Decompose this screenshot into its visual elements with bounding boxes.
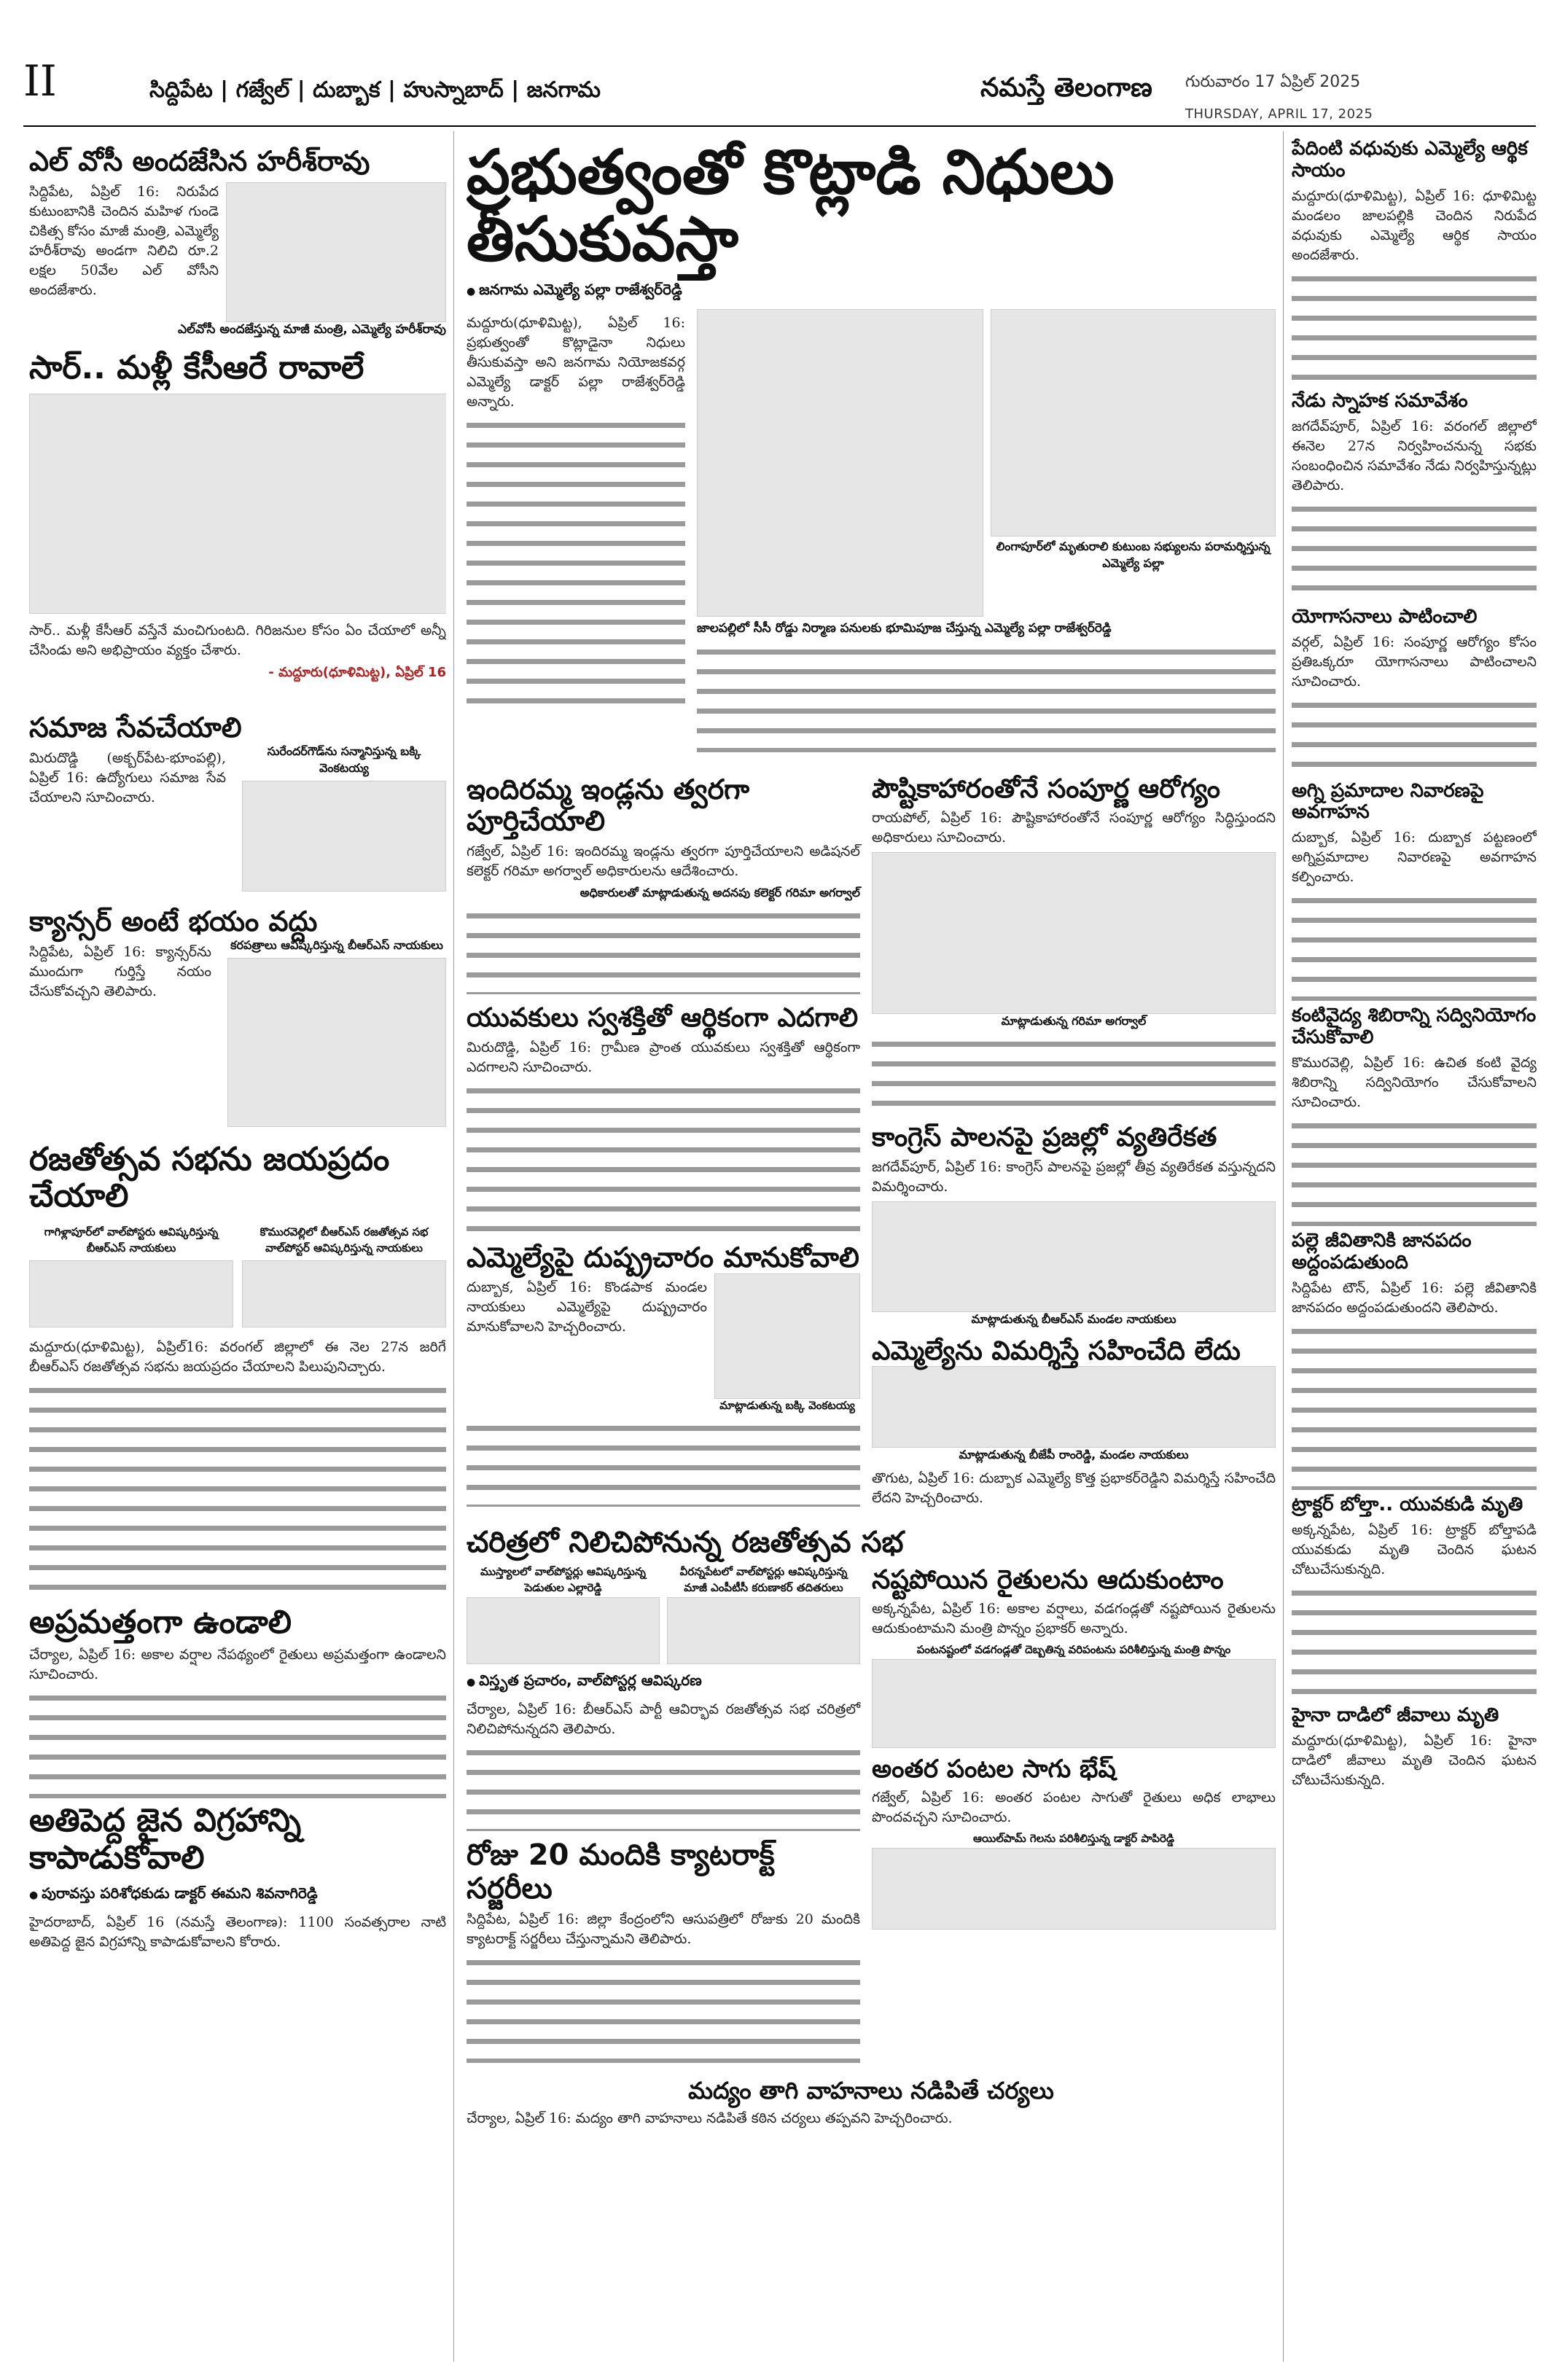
headline-historic-meeting: చరిత్రలో నిలిచిపోనున్న రజతోత్సవ సభ bbox=[467, 1525, 904, 1559]
headline-mla-propaganda: ఎమ్మెల్యేపై దుష్ప్రచారం మానుకోవాలి bbox=[467, 1241, 859, 1273]
article-text: గజ్వేల్, ఏప్రిల్ 16: ఇందిరమ్మ ఇండ్లను త్వరగా పూర్తిచేయాలని అడిషనల్ కలెక్టర్ గరిమా అగర్వాల్ అధికారులను ఆదేశించారు. bbox=[467, 843, 860, 880]
photo-caption: గాగిళ్లాపూర్‌లో వాల్‌పోస్టరు ఆవిష్కరిస్తున్న బీఆర్ఎస్ నాయకులు bbox=[44, 1225, 219, 1255]
article-text-body bbox=[1292, 1584, 1537, 1701]
headline-nutrition: పౌష్టికాహారంతోనే సంపూర్ణ ఆరోగ్యం bbox=[872, 773, 1220, 804]
article-text-body bbox=[29, 1381, 446, 1600]
article-text: జగదేవ్‌పూర్, ఏప్రిల్ 16: వరంగల్ జిల్లాలో ఈనెల 27న నిర్వహించనున్న సభకు సంబంధించిన సమావేశం నేడు నిర్వహిస్తున్నట్లు తెలిపారు. bbox=[1292, 418, 1537, 493]
photo-wallposter-1 bbox=[29, 1260, 233, 1327]
byline: ● పురావస్తు పరిశోధకుడు డాక్టర్ ఈమని శివనాగిరెడ్డి bbox=[29, 1884, 446, 1905]
article-text-body bbox=[872, 1035, 1276, 1115]
left-column bbox=[29, 146, 446, 2362]
lead-headline: ప్రభుత్వంతో కొట్లాడి నిధులు తీసుకువస్తా bbox=[467, 138, 1115, 276]
article-text-body bbox=[1292, 1322, 1537, 1490]
photo-venkataiah bbox=[714, 1273, 860, 1399]
photo-oilpalm bbox=[872, 1848, 1276, 1930]
lead-byline: ● జనగామ ఎమ్మెల్యే పల్లా రాజేశ్వర్‌రెడ్డి bbox=[467, 281, 1276, 302]
article-text: సిద్దిపేట, ఏప్రిల్ 16: నిరుపేద కుటుంబానికి చెందిన మహిళ గుండె చికిత్స కోసం మాజీ మంత్రి, ఎమ్మెల్యే హరీశ్‌రావు అండగా నిలిచి రూ.2 లక్షల 50వేల ఎల్ వోసీని అందజేశారు. bbox=[29, 183, 219, 298]
photo-caption: లింగాపూర్‌లో మృతురాలి కుటుంబ సభ్యులను పరామర్శిస్తున్న ఎమ్మెల్యే పల్లా bbox=[996, 539, 1271, 570]
photo-caption: కరపత్రాలు ఆవిష్కరిస్తున్న బీఆర్ఎస్ నాయకులు bbox=[230, 937, 443, 952]
article-text: సార్.. మళ్లీ కేసీఆర్ వస్తేనే మంచిగుంటది. గిరిజనుల కోసం ఏం చేయాలో అన్నీ చేసిండు అని అభిప్రాయం వ్యక్తం చేశారు. bbox=[29, 623, 446, 659]
photo-pamphlet bbox=[227, 958, 446, 1127]
article-text: చేర్యాల, ఏప్రిల్ 16: మద్యం తాగి వాహనాలు నడిపితే కఠిన చర్యలు తప్పవని హెచ్చరించారు. bbox=[467, 2110, 953, 2126]
article-text-body bbox=[467, 1744, 860, 1831]
headline-folk: పల్లె జీవితానికి జానపదం అద్దంపడుతుంది bbox=[1292, 1230, 1472, 1274]
article-text: అక్కన్నపేట, ఏప్రిల్ 16: ట్రాక్టర్ బోల్తాపడి యువకుడు మృతి చెందిన ఘటన చోటుచేసుకున్నది. bbox=[1292, 1521, 1537, 1577]
date-english: THURSDAY, APRIL 17, 2025 bbox=[1185, 106, 1373, 122]
district-header: సిద్దిపేట | గజ్వేల్ | దుబ్బాక | హుస్నాబాద్ | జనగామ bbox=[149, 77, 601, 103]
article-text-body bbox=[1292, 1117, 1537, 1226]
headline-tractor: ట్రాక్టర్ బోల్తా.. యువకుడి మృతి bbox=[1292, 1493, 1523, 1515]
photo-harishrao bbox=[226, 182, 446, 322]
headline-hyena: హైనా దాడిలో జీవాలు మృతి bbox=[1292, 1704, 1499, 1726]
article-text: గజ్వేల్, ఏప్రిల్ 16: అంతర పంటల సాగుతో రైతులు అధిక లాభాలు పొందవచ్చని సూచించారు. bbox=[872, 1790, 1276, 1826]
lead-text-body bbox=[697, 643, 1276, 752]
photo-caption: మాట్లాడుతున్న బక్కి వెంకటయ్య bbox=[719, 1399, 855, 1413]
article-text-body bbox=[1292, 500, 1537, 602]
article-text: మిరుదొడ్డి, ఏప్రిల్ 16: గ్రామీణ ప్రాంత యువకులు స్వశక్తితో ఆర్థికంగా ఎదగాలని సూచించారు. bbox=[467, 1039, 860, 1075]
photo-caption: మాట్లాడుతున్న బీజేపీ రాంరెడ్డి, మండల నాయకులు bbox=[959, 1447, 1189, 1462]
article-source: - మద్దూరు(ధూళిమిట్ట), ఏప్రిల్ 16 bbox=[268, 665, 446, 681]
article-text-body bbox=[1292, 891, 1537, 1001]
photo-brs-leaders bbox=[872, 1201, 1276, 1312]
article-text: తొగుట, ఏప్రిల్ 16: దుబ్బాక ఎమ్మెల్యే కొత్త ప్రభాకర్‌రెడ్డిని విమర్శిస్తే సహించేది లేదని హెచ్చరించారు. bbox=[872, 1470, 1276, 1506]
photo-caption: ఎల్‌వోసీ అందజేస్తున్న మాజీ మంత్రి, ఎమ్మెల్యే హరీశ్‌రావు bbox=[177, 321, 446, 337]
photo-caption: ముస్త్యాలలో వాల్‌పోస్టర్లు ఆవిష్కరిస్తున్న పెడుతుల ఎల్లారెడ్డి bbox=[480, 1564, 646, 1594]
article-text: సిద్దిపేట, ఏప్రిల్ 16: క్యాన్సర్‌ను ముందుగా గుర్తిస్తే నయం చేసుకోవచ్చని తెలిపారు. bbox=[29, 943, 211, 999]
article-text-body bbox=[467, 1082, 860, 1235]
photo-villagers bbox=[29, 394, 446, 614]
article-text: దుబ్బాక, ఏప్రిల్ 16: దుబ్బాక పట్టణంలో అగ్నిప్రమాదాల నివారణపై అవగాహన కల్పించారు. bbox=[1292, 830, 1537, 886]
photo-caption: అధికారులతో మాట్లాడుతున్న అదనపు కలెక్టర్ గరిమా అగర్వాల్ bbox=[580, 886, 860, 900]
photo-caption: కొమురవెల్లిలో బీఆర్ఎస్ రజతోత్సవ సభ వాల్‌పోస్టర్ ఆవిష్కరిస్తున్న నాయకులు bbox=[260, 1225, 429, 1255]
article-text: మద్దూరు(ధూళిమిట్ట), ఏప్రిల్ 16: ధూళిమిట్ట మండలం జాలపల్లికి చెందిన నిరుపేద వధువుకు ఎమ్మెల్యే ఆర్థిక సాయం అందజేశారు. bbox=[1292, 187, 1537, 263]
headline-farmers: నష్టపోయిన రైతులను ఆదుకుంటాం bbox=[872, 1564, 1224, 1595]
article-text: మద్దూరు(ధూళిమిట్ట), ఏప్రిల్ 16: హైనా దాడిలో జీవాలు మృతి చెందిన ఘటన చోటుచేసుకున్నది. bbox=[1292, 1732, 1537, 1788]
article-text: రాయపోల్, ఏప్రిల్ 16: పౌష్టికాహారంతోనే సంపూర్ణ ఆరోగ్యం సిద్ధిస్తుందని అధికారులు సూచించారు. bbox=[872, 810, 1276, 846]
headline-eye-camp: కంటివైద్య శిబిరాన్ని సద్వినియోగం చేసుకోవాలి bbox=[1292, 1004, 1537, 1049]
article-text: సిద్దిపేట టౌన్, ఏప్రిల్ 16: పల్లె జీవితానికి జానపదం అద్దంపడుతుందని తెలిపారు. bbox=[1292, 1279, 1537, 1316]
article-text-body bbox=[467, 907, 860, 994]
headline-indiramma: ఇందిరమ్మ ఇండ్లను త్వరగా పూర్తిచేయాలి bbox=[467, 773, 750, 838]
photo-crop-damage bbox=[872, 1659, 1276, 1748]
headline-cancer: క్యాన్సర్ అంటే భయం వద్దు bbox=[29, 905, 318, 937]
headline-meeting-today: నేడు స్నాహక సమావేశం bbox=[1292, 389, 1468, 412]
headline-bride-aid: పేదింటి వధువుకు ఎమ్మెల్యే ఆర్థిక సాయం bbox=[1292, 138, 1528, 182]
article-text: చేర్యాల, ఏప్రిల్ 16: అకాల వర్షాల నేపథ్యంలో రైతులు అప్రమత్తంగా ఉండాలని సూచించారు. bbox=[29, 1647, 446, 1683]
headline-rajathotsavam: రజతోత్సవ సభను జయప్రదం చేయాలి bbox=[29, 1140, 390, 1215]
right-column bbox=[1292, 138, 1537, 2362]
headline-congress-rule: కాంగ్రెస్ పాలనపై ప్రజల్లో వ్యతిరేకత bbox=[872, 1123, 1217, 1153]
headline-social-service: సమాజ సేవచేయాలి bbox=[29, 711, 242, 744]
newspaper-name: నమస్తే తెలంగాణ bbox=[980, 73, 1152, 103]
lead-text-body bbox=[467, 416, 685, 708]
photo-caption: జాలపల్లిలో సీసీ రోడ్డు నిర్మాణ పనులకు భూమిపూజ చేస్తున్న ఎమ్మెల్యే పల్లా రాజేశ్వర్‌రెడ్డి bbox=[697, 620, 1112, 636]
photo-felicitation bbox=[242, 781, 446, 891]
photo-caption: సురేందర్‌గౌడ్‌ను సన్మానిస్తున్న బక్కి వెంకటయ్య bbox=[267, 744, 421, 775]
photo-caption: వీరన్నపేటలో వాల్‌పోస్టర్లు ఆవిష్కరిస్తున్న మాజీ ఎంపీటీసీ కరుణాకర్ తదితరులు bbox=[679, 1564, 848, 1594]
headline-youth: యువకులు స్వశక్తితో ఆర్థికంగా ఎదగాలి bbox=[467, 1003, 859, 1034]
headline-drunk-driving: మద్యం తాగి వాహనాలు నడిపితే చర్యలు bbox=[688, 2076, 1054, 2104]
photo-anganwadi bbox=[872, 852, 1276, 1014]
byline: ● విస్తృత ప్రచారం, వాల్‌పోస్టర్ల ఆవిష్కరణ bbox=[467, 1671, 860, 1693]
photo-caption: మాట్లాడుతున్న గరిమా అగర్వాల్ bbox=[1001, 1014, 1147, 1029]
headline-alert: అప్రమత్తంగా ఉండాలి bbox=[29, 1603, 292, 1641]
headline-yoga: యోగాసనాలు పాటించాలి bbox=[1292, 605, 1478, 628]
headline-intercrop: అంతర పంటల సాగు భేష్ bbox=[872, 1755, 1116, 1784]
photo-veerannapet bbox=[667, 1597, 860, 1664]
article-text: జగదేవ్‌పూర్, ఏప్రిల్ 16: కాంగ్రెస్ పాలనపై ప్రజల్లో తీవ్ర వ్యతిరేకత వస్తున్నదని విమర్శించారు. bbox=[872, 1158, 1276, 1195]
article-text-body bbox=[467, 1954, 860, 2063]
article-text: దుబ్బాక, ఏప్రిల్ 16: కొండపాక మండల నాయకులు ఎమ్మెల్యేపై దుష్ప్రచారం మానుకోవాలని హెచ్చరించారు. bbox=[467, 1279, 707, 1335]
headline-kcr: సార్.. మళ్లీ కేసీఆరే రావాలే bbox=[29, 348, 364, 386]
photo-caption: ఆయిల్‌పామ్ గెలను పరిశీలిస్తున్న డాక్టర్ పాపిరెడ్డి bbox=[973, 1832, 1174, 1846]
masthead-rule bbox=[23, 125, 1536, 127]
photo-caption: మాట్లాడుతున్న బీఆర్ఎస్ మండల నాయకులు bbox=[971, 1311, 1176, 1326]
article-text: వర్గల్, ఏప్రిల్ 16: సంపూర్ణ ఆరోగ్యం కోసం ప్రతిఒక్కరూ యోగాసనాలు పాటించాలని సూచించారు. bbox=[1292, 633, 1537, 690]
photo-caption: పంటనష్టంలో వడగండ్లతో దెబ్బతిన్న వరిపంటను పరిశీలిస్తున్న మంత్రి పొన్నం bbox=[916, 1643, 1231, 1657]
article-text: సిద్దిపేట, ఏప్రిల్ 16: జిల్లా కేంద్రంలోని ఆసుపత్రిలో రోజుకు 20 మందికి క్యాటరాక్ట్ సర్జరీలు చేస్తున్నామని తెలిపారు. bbox=[467, 1911, 860, 1947]
article-text: మిరుదొడ్డి (అక్బర్‌పేట-భూంపల్లి), ఏప్రిల్ 16: ఉద్యోగులు సమాజ సేవ చేయాలని సూచించారు. bbox=[29, 749, 226, 805]
article-text-body bbox=[1292, 696, 1537, 776]
photo-mustyala bbox=[467, 1597, 660, 1664]
headline-criticize-mla: ఎమ్మెల్యేను విమర్శిస్తే సహించేది లేదు bbox=[872, 1335, 1241, 1366]
article-text: చేర్యాల, ఏప్రిల్ 16: బీఆర్ఎస్ పార్టీ ఆవిర్భావ రజతోత్సవ సభ చరిత్రలో నిలిచిపోనున్నదని తెలిపారు. bbox=[467, 1701, 860, 1737]
article-text: అక్కన్నపేట, ఏప్రిల్ 16: అకాల వర్షాలు, వడగండ్లతో నష్టపోయిన రైతులను ఆదుకుంటామని మంత్రి పొన్నం ప్రభాకర్ అన్నారు. bbox=[872, 1601, 1276, 1637]
photo-wallposter-2 bbox=[242, 1260, 446, 1327]
article-text-body bbox=[1292, 270, 1537, 386]
article-text-body bbox=[467, 1419, 860, 1507]
photo-road-pooja bbox=[697, 309, 983, 617]
lead-text: మద్దూరు(ధూళిమిట్ట), ఏప్రిల్ 16: ప్రభుత్వంతో కొట్లాడైనా నిధులు తీసుకువస్తా అని జనగామ నియోజకవర్గ ఎమ్మెల్యే డాక్టర్ పల్లా రాజేశ్వర్‌రెడ్డి అన్నారు. bbox=[467, 314, 685, 410]
article-text: హైదరాబాద్, ఏప్రిల్ 16 (నమస్తే తెలంగాణ): 1100 సంవత్సరాల నాటి అతిపెద్ద జైన విగ్రహాన్ని కాపాడుకోవాలని కోరారు. bbox=[29, 1913, 446, 1950]
photo-bjp-ramreddy bbox=[872, 1366, 1276, 1448]
headline-loc: ఎల్ వోసీ అందజేసిన హరీశ్‌రావు bbox=[29, 146, 370, 177]
photo-consolation bbox=[991, 309, 1276, 537]
headline-fire-safety: అగ్ని ప్రమాదాల నివారణపై అవగాహన bbox=[1292, 779, 1484, 824]
page-number: II bbox=[23, 56, 57, 106]
headline-cataract: రోజు 20 మందికి క్యాటరాక్ట్ సర్జరీలు bbox=[467, 1838, 775, 1905]
column-divider bbox=[1283, 131, 1284, 2362]
article-text-body bbox=[29, 1689, 446, 1798]
date-telugu: గురువారం 17 ఏప్రిల్ 2025 bbox=[1185, 73, 1361, 91]
article-text: మద్దూరు(ధూళిమిట్ట), ఏప్రిల్16: వరంగల్ జిల్లాలో ఈ నెల 27న జరిగే బీఆర్ఎస్ రజతోత్సవ సభను జయప్రదం చేయాలని పిలుపునిచ్చారు. bbox=[29, 1338, 446, 1375]
center-section bbox=[467, 138, 1276, 2362]
column-divider bbox=[453, 131, 454, 2362]
headline-jain-statue: అతిపెద్ద జైన విగ్రహాన్ని కాపాడుకోవాలి bbox=[29, 1802, 302, 1877]
article-text: కొమురవెల్లి, ఏప్రిల్ 16: ఉచిత కంటి వైద్య శిబిరాన్ని సద్వినియోగం చేసుకోవాలని సూచించారు. bbox=[1292, 1055, 1537, 1111]
